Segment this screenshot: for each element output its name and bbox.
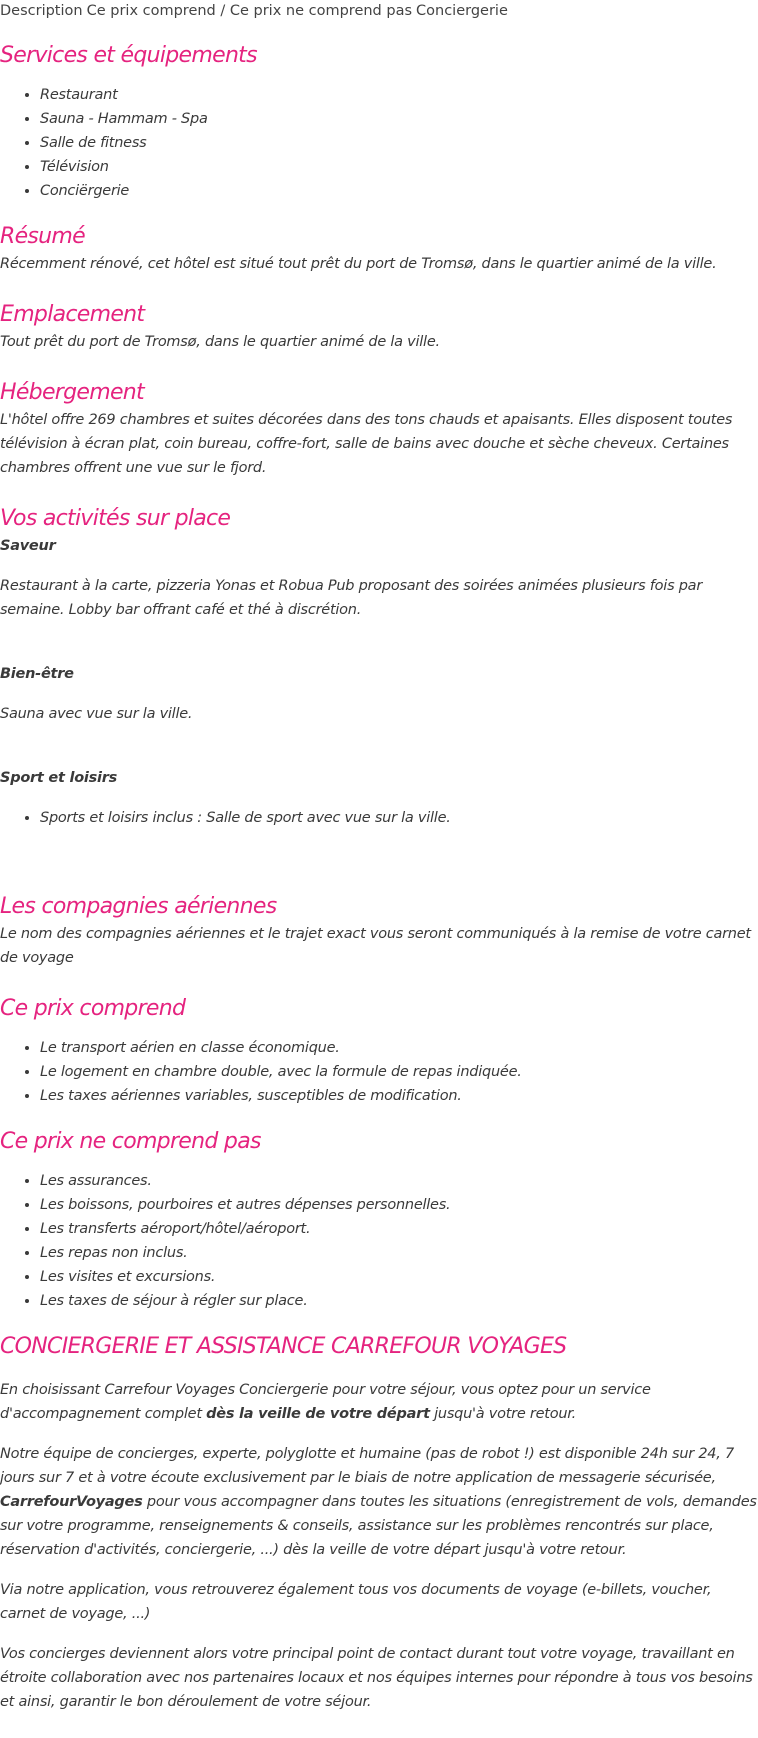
- comprend-section: [0, 994, 758, 1108]
- list-item: • Conciërgerie: [40, 179, 758, 203]
- sport-title: Sport et loisirs: [0, 770, 118, 786]
- emplacement-section: [0, 300, 758, 354]
- list-item: • Sauna - Hammam - Spa: [40, 107, 758, 131]
- saveur-title: Saveur: [0, 538, 56, 554]
- resume-title: Résumé: [0, 224, 85, 249]
- compagnies-text: Le nom des compagnies aériennes et le trajet exact vous seront communiqués à la remise de votre carnet de voyage: [0, 926, 751, 966]
- emplacement-text: Tout prêt du port de Tromsø, dans le quartier animé de la ville.: [0, 334, 440, 350]
- conciergerie-title: CONCIERGERIE ET ASSISTANCE CARREFOUR VOYAGES: [0, 1334, 567, 1359]
- list-item: • Le transport aérien en classe économique.: [40, 1036, 758, 1060]
- hebergement-title: Hébergement: [0, 380, 144, 405]
- ne-comprend-list: [0, 1169, 758, 1313]
- list-item: • Le logement en chambre double, avec la formule de repas indiquée.: [40, 1060, 758, 1084]
- list-item: • Salle de fitness: [40, 131, 758, 155]
- bienetre-title: Bien-être: [0, 666, 74, 682]
- resume-text: Récemment rénové, cet hôtel est situé tout prêt du port de Tromsø, dans le quartier animé de la ville.: [0, 256, 717, 272]
- tab-description[interactable]: Description: [0, 3, 83, 19]
- tab-conciergerie[interactable]: Conciergerie: [416, 3, 508, 19]
- list-item: • Sports et loisirs inclus : Salle de sport avec vue sur la ville.: [40, 806, 758, 830]
- ne-comprend-section: [0, 1127, 758, 1313]
- list-item: • Les transferts aéroport/hôtel/aéroport.: [40, 1217, 758, 1241]
- list-item: • Les boissons, pourboires et autres dépenses personnelles.: [40, 1193, 758, 1217]
- list-item: • Les assurances.: [40, 1169, 758, 1193]
- services-section: [0, 41, 758, 203]
- list-item: • Télévision: [40, 155, 758, 179]
- list-item: • Les taxes aériennes variables, susceptibles de modification.: [40, 1084, 758, 1108]
- conciergerie-p4: Vos concierges deviennent alors votre principal point de contact durant tout votre voyage, travaillant en étroite collaboration avec nos partenaires locaux et nos équipes internes pour répondre à tous vos besoins et ainsi, garantir le bon déroulement de votre séjour.: [0, 1646, 753, 1710]
- conciergerie-p2: Notre équipe de concierges, experte, polyglotte et humaine (pas de robot !) est disponible 24h sur 24, 7 jours sur 7 et à votre écoute exclusivement par le biais de notre application de messagerie sécurisée, CarrefourVoyages pour vous accompagner dans toutes les situations (enregistrement de vols, demandes sur votre programme, renseignements & conseils, assistance sur les problèmes rencontrés sur place, réservation d'activités, conciergerie, ...) dès la veille de votre départ jusqu'à votre retour.: [0, 1446, 757, 1558]
- sport-list: [0, 806, 758, 830]
- hebergement-text: L'hôtel offre 269 chambres et suites décorées dans des tons chauds et apaisants. Elles disposent toutes télévision à écran plat, coin bureau, coffre-fort, salle de bains avec douche et sèche cheveux. Certaines chambres offrent une vue sur le fjord.: [0, 412, 733, 476]
- conciergerie-p3: Via notre application, vous retrouverez également tous vos documents de voyage (e-billets, voucher, carnet de voyage, ...): [0, 1582, 712, 1622]
- list-item: • Les taxes de séjour à régler sur place.: [40, 1289, 758, 1313]
- compagnies-section: [0, 892, 758, 970]
- list-item: • Les repas non inclus.: [40, 1241, 758, 1265]
- emplacement-title: Emplacement: [0, 302, 145, 327]
- hebergement-section: [0, 378, 758, 480]
- tab-prix[interactable]: Ce prix comprend / Ce prix ne comprend pas: [86, 3, 413, 19]
- saveur-text: Restaurant à la carte, pizzeria Yonas et Robua Pub proposant des soirées animées plusieurs fois par semaine. Lobby bar offrant café et thé à discrétion.: [0, 578, 703, 618]
- services-title: Services et équipements: [0, 43, 257, 68]
- conciergerie-section: [0, 1332, 758, 1714]
- activites-section: [0, 504, 758, 830]
- comprend-list: [0, 1036, 758, 1108]
- comprend-title: Ce prix comprend: [0, 996, 186, 1021]
- compagnies-title: Les compagnies aériennes: [0, 894, 277, 919]
- list-item: • Les visites et excursions.: [40, 1265, 758, 1289]
- list-item: • Restaurant: [40, 83, 758, 107]
- bienetre-text: Sauna avec vue sur la ville.: [0, 706, 193, 722]
- activites-title: Vos activités sur place: [0, 506, 231, 531]
- conciergerie-p1: En choisissant Carrefour Voyages Conciergerie pour votre séjour, vous optez pour un service d'accompagnement complet dès la veille de votre départ jusqu'à votre retour.: [0, 1382, 651, 1422]
- tabs-bar: [0, 0, 758, 22]
- services-list: [0, 83, 758, 203]
- resume-section: [0, 222, 758, 276]
- ne-comprend-title: Ce prix ne comprend pas: [0, 1129, 261, 1154]
